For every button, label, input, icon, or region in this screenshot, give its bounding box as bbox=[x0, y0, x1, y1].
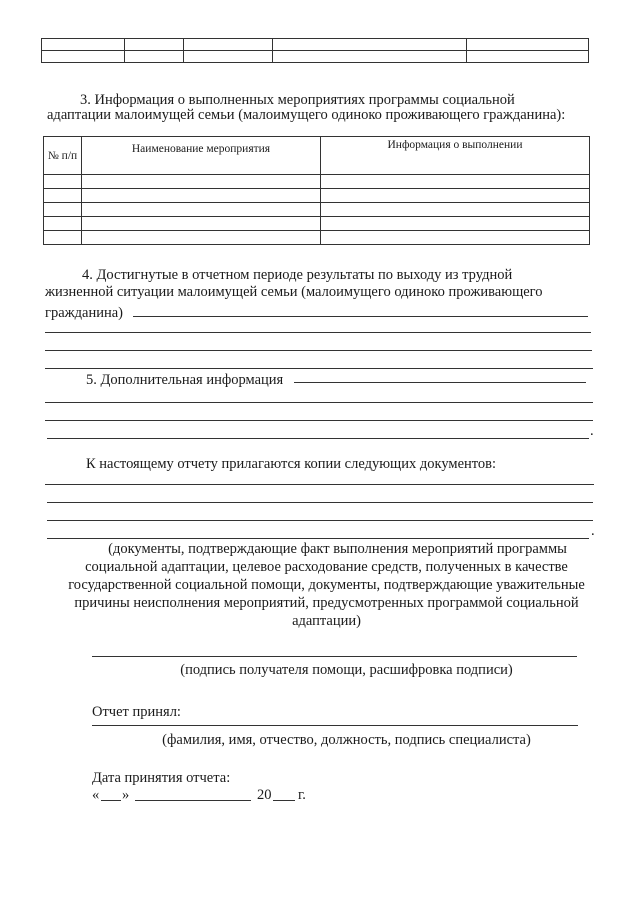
signature-caption: (подпись получателя помощи, расшифровка подписи) bbox=[180, 662, 513, 678]
table-cell[interactable] bbox=[44, 231, 82, 245]
attachments-note-line-1: (документы, подтверждающие факт выполнения мероприятий программы bbox=[108, 541, 567, 557]
day-field[interactable] bbox=[101, 800, 121, 801]
table-cell bbox=[42, 51, 125, 63]
fill-line[interactable] bbox=[47, 538, 589, 539]
section-3-line-2: адаптации малоимущей семьи (малоимущего одиноко проживающего гражданина): bbox=[47, 107, 566, 123]
table-cell bbox=[467, 51, 589, 63]
attachments-note-line-4: причины неисполнения мероприятий, предусмотренных программой социальной bbox=[74, 595, 579, 611]
table-cell[interactable] bbox=[82, 189, 321, 203]
date-label: Дата принятия отчета: bbox=[92, 770, 231, 786]
period: . bbox=[590, 423, 594, 439]
table-cell bbox=[467, 39, 589, 51]
table-cell[interactable] bbox=[82, 217, 321, 231]
table-cell[interactable] bbox=[321, 189, 590, 203]
section-3-line-1: 3. Информация о выполненных мероприятиях программы социальной bbox=[80, 92, 515, 108]
year-field[interactable] bbox=[273, 800, 295, 801]
table-cell bbox=[125, 39, 184, 51]
fill-line[interactable] bbox=[47, 438, 589, 439]
fill-line[interactable] bbox=[45, 402, 593, 403]
table-cell[interactable] bbox=[82, 231, 321, 245]
attachments-note-line-5: адаптации) bbox=[292, 613, 361, 629]
section-4-line-2: жизненной ситуации малоимущей семьи (малоимущего одиноко проживающего bbox=[45, 284, 543, 300]
table-1-fragment bbox=[41, 38, 589, 63]
table-cell[interactable] bbox=[44, 189, 82, 203]
table-cell[interactable] bbox=[321, 231, 590, 245]
table-cell[interactable] bbox=[321, 175, 590, 189]
fill-line[interactable] bbox=[45, 368, 593, 369]
fill-line[interactable] bbox=[45, 332, 591, 333]
fill-line[interactable] bbox=[45, 484, 594, 485]
attachments-note-line-2: социальной адаптации, целевое расходование средств, полученных в качестве bbox=[85, 559, 568, 575]
table-header-number: № п/п bbox=[44, 137, 82, 175]
fill-line[interactable] bbox=[47, 502, 593, 503]
table-cell bbox=[184, 51, 273, 63]
signature-line[interactable] bbox=[92, 656, 577, 657]
table-cell[interactable] bbox=[82, 175, 321, 189]
date-close-quote: » bbox=[122, 787, 130, 803]
attachments-note-line-3: государственной социальной помощи, документы, подтверждающие уважительные bbox=[68, 577, 585, 593]
table-cell[interactable] bbox=[44, 203, 82, 217]
specialist-caption: (фамилия, имя, отчество, должность, подпись специалиста) bbox=[162, 732, 531, 748]
table-cell bbox=[42, 39, 125, 51]
table-cell[interactable] bbox=[44, 217, 82, 231]
table-cell bbox=[125, 51, 184, 63]
table-cell[interactable] bbox=[44, 175, 82, 189]
accepted-label: Отчет принял: bbox=[92, 704, 181, 720]
month-field[interactable] bbox=[135, 800, 251, 801]
table-header-activity: Наименование мероприятия bbox=[82, 137, 321, 175]
activities-table bbox=[43, 136, 590, 245]
fill-line[interactable] bbox=[45, 420, 593, 421]
fill-line[interactable] bbox=[133, 316, 588, 317]
fill-line[interactable] bbox=[294, 382, 586, 383]
fill-line[interactable] bbox=[47, 520, 593, 521]
date-open-quote: « bbox=[92, 787, 100, 803]
table-cell bbox=[273, 39, 467, 51]
specialist-line[interactable] bbox=[92, 725, 578, 726]
table-cell[interactable] bbox=[321, 217, 590, 231]
period: . bbox=[591, 523, 595, 539]
table-header-result: Информация о выполнении bbox=[321, 137, 590, 175]
table-cell[interactable] bbox=[82, 203, 321, 217]
section-4-line-3: гражданина) bbox=[45, 305, 124, 321]
table-cell bbox=[184, 39, 273, 51]
year-suffix: г. bbox=[298, 787, 306, 803]
section-5-label: 5. Дополнительная информация bbox=[86, 372, 284, 388]
attachments-label: К настоящему отчету прилагаются копии следующих документов: bbox=[86, 456, 497, 472]
fill-line[interactable] bbox=[45, 350, 592, 351]
table-cell[interactable] bbox=[321, 203, 590, 217]
year-prefix: 20 bbox=[257, 787, 272, 803]
section-4-line-1: 4. Достигнутые в отчетном периоде результаты по выходу из трудной bbox=[82, 267, 513, 283]
table-cell bbox=[273, 51, 467, 63]
